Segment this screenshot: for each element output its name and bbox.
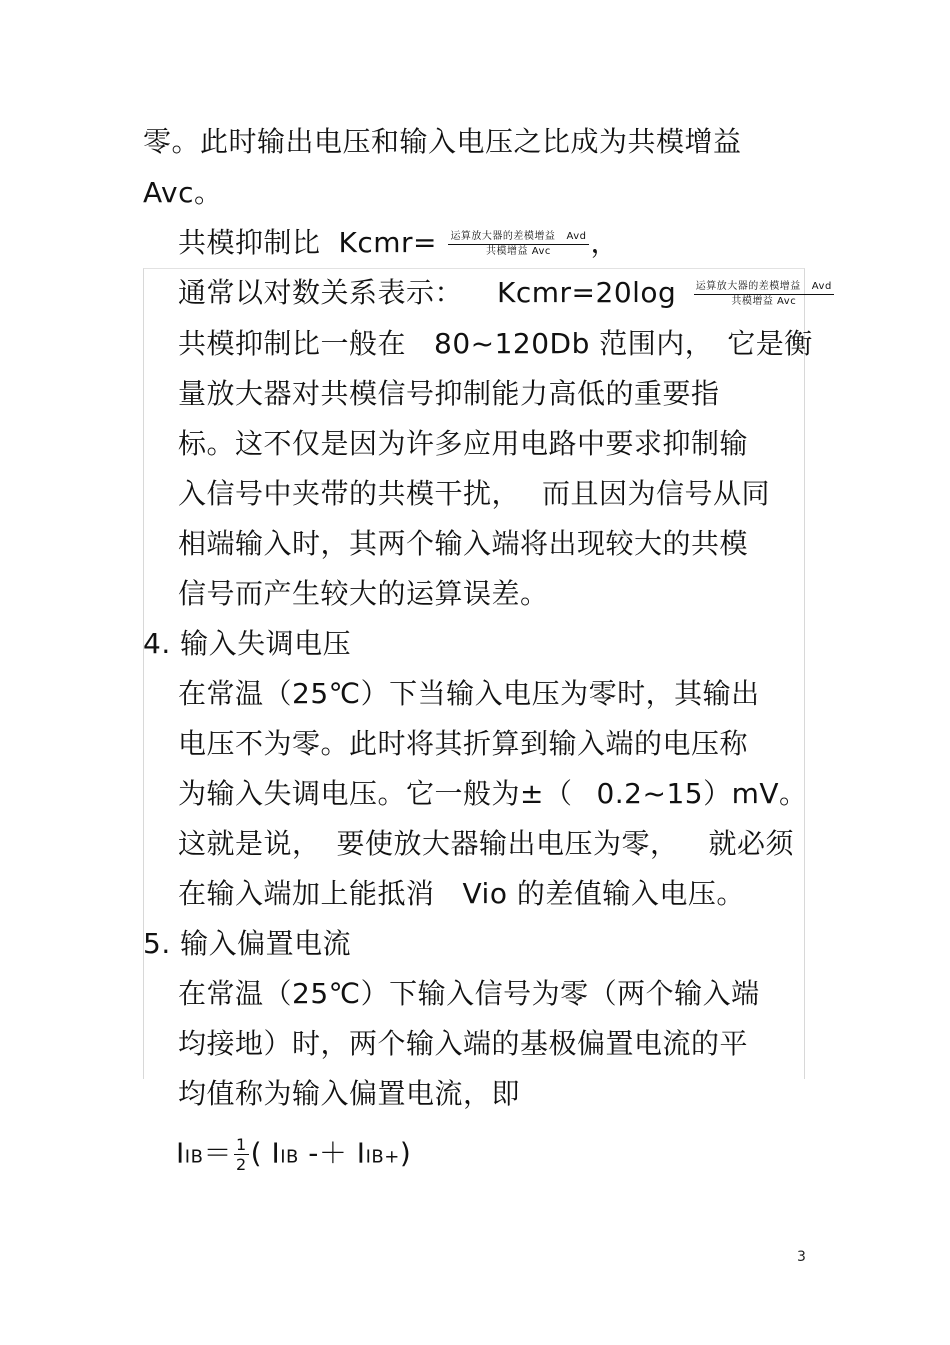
- text-line-9: 相端输入时，其两个输入端将出现较大的共模: [178, 527, 749, 560]
- kcmr-definition: [178, 226, 619, 260]
- text-segment: 它是衡: [727, 327, 813, 360]
- kcmr-log-definition: [178, 276, 836, 310]
- text-line-10: 信号而产生较大的运算误差。: [178, 577, 549, 610]
- fraction-numerator: 1: [235, 1135, 247, 1154]
- kcmr-log-fraction: [694, 281, 834, 308]
- formula-subscript: IB+: [365, 1146, 400, 1168]
- formula-symbol: I: [176, 1136, 185, 1170]
- formula-symbol: -＋ I: [298, 1136, 366, 1170]
- formula-symbol: ): [399, 1136, 412, 1170]
- log-intro: 通常以对数关系表示：: [178, 276, 464, 309]
- formula-subscript: IB: [184, 1146, 204, 1168]
- text-line-16: [178, 877, 745, 911]
- fraction-denominator: 2: [235, 1155, 247, 1174]
- text-line-12: 在常温（25℃）下当输入电压为零时，其输出: [178, 677, 760, 710]
- fraction-numerator: 运算放大器的差模增益: [450, 230, 556, 242]
- fraction-denominator-symbol: Avc: [777, 295, 797, 307]
- text-line-7: 标。这不仅是因为许多应用电路中要求抑制输: [178, 427, 749, 460]
- kcmr-symbol: Kcmr=: [338, 226, 438, 259]
- text-line-14: [178, 777, 808, 811]
- text-line-13: 电压不为零。此时将其折算到输入端的电压称: [178, 727, 749, 760]
- text-segment: 共模抑制比一般在: [178, 327, 407, 360]
- text-line-19: 均接地）时，两个输入端的基极偏置电流的平: [178, 1027, 749, 1060]
- formula-symbol: ( I: [250, 1136, 281, 1170]
- text-segment: 0.2~15）mV。: [596, 777, 808, 810]
- text-line-1: 零。此时输出电压和输入电压之比成为共模增益: [143, 125, 742, 158]
- text-segment: 在输入端加上能抵消: [178, 877, 435, 910]
- kcmr-label: 共模抑制比: [178, 226, 321, 259]
- text-segment: 就必须: [708, 827, 795, 860]
- half-fraction: [234, 1136, 249, 1173]
- text-segment: 80~120Db 范围内，: [434, 327, 714, 360]
- comma: ，: [590, 226, 620, 259]
- section-heading-5: 5. 输入偏置电流: [143, 927, 352, 960]
- formula-subscript: IB: [280, 1146, 299, 1168]
- text-line-20: 均值称为输入偏置电流，即: [178, 1077, 521, 1110]
- text-line-2: Avc。: [143, 176, 223, 209]
- fraction-numerator: 运算放大器的差模增益: [695, 280, 801, 292]
- fraction-numerator-symbol: Avd: [811, 280, 832, 292]
- text-line-15: [178, 827, 794, 861]
- text-segment: 这就是说，: [178, 827, 321, 860]
- text-line-18: 在常温（25℃）下输入信号为零（两个输入端: [178, 977, 760, 1010]
- text-segment: 为输入失调电压。它一般为±（: [178, 777, 573, 810]
- text-segment: 要使放大器输出电压为零，: [336, 827, 679, 860]
- bias-current-formula: [176, 1136, 411, 1175]
- fraction-denominator: 共模增益: [486, 245, 529, 257]
- kcmr-log-symbol: Kcmr=20log: [497, 276, 677, 309]
- kcmr-fraction: [448, 231, 588, 258]
- page-number: 3: [797, 1249, 806, 1265]
- section-heading-4: 4. 输入失调电压: [143, 627, 352, 660]
- text-segment: 入信号中夹带的共模干扰，: [178, 477, 521, 510]
- text-segment: Vio 的差值输入电压。: [462, 877, 745, 910]
- fraction-numerator-symbol: Avd: [566, 230, 587, 242]
- text-segment: 而且因为信号从同: [542, 477, 771, 510]
- fraction-denominator-symbol: Avc: [531, 245, 551, 257]
- text-line-6: 量放大器对共模信号抑制能力高低的重要指: [178, 377, 720, 410]
- text-line-8: [178, 477, 770, 511]
- formula-equals: ＝: [203, 1136, 232, 1170]
- text-line-5: [178, 327, 813, 361]
- fraction-denominator: 共模增益: [731, 295, 774, 307]
